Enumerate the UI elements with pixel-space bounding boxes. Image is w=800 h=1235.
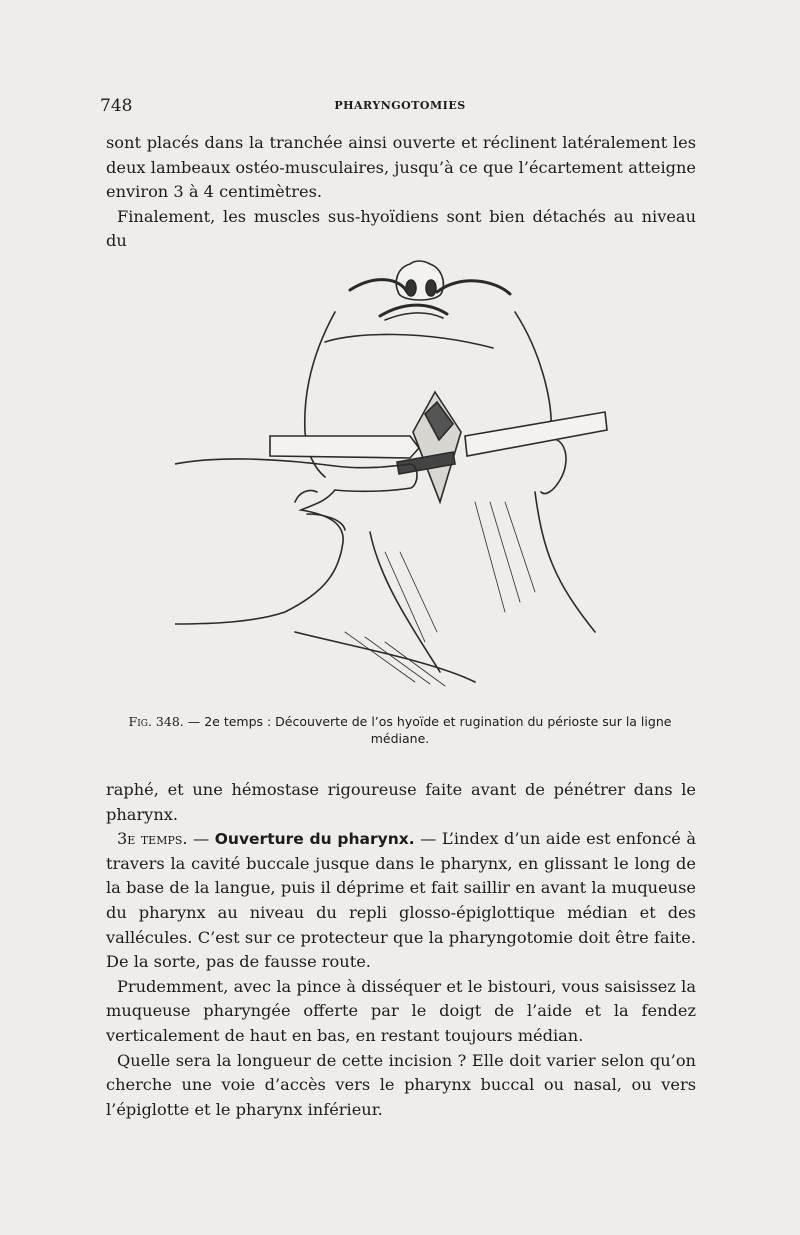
step-label: 3e temps. <box>117 829 188 849</box>
page-number: 748 <box>100 96 133 116</box>
paragraph <box>106 827 696 975</box>
running-title: PHARYNGOTOMIES <box>334 99 466 112</box>
paragraph: raphé, et une hémostase rigoureuse faite avant de pénétrer dans le pharynx. <box>106 780 696 824</box>
paragraph: Quelle sera la longueur de cette incision ? Elle doit varier selon qu’on cherche une voie d’accès vers le pharynx buccal ou nasal, ou vers l’épiglotte et le pharynx inférieur. <box>106 1050 696 1119</box>
caption-text: — 2e temps : Découverte de l’os hyoïde et rugination du périoste sur la ligne médiane. <box>183 714 672 746</box>
figure-illustration <box>175 252 615 702</box>
paragraph: sont placés dans la tranchée ainsi ouverte et réclinent latéralement les deux lambeaux ostéo-musculaires, jusqu’à ce que l’écartement atteigne environ 3 à 4 centimètres. <box>106 133 696 202</box>
text-block-top <box>106 131 696 254</box>
page-header <box>100 96 700 120</box>
surgical-illustration-neck-retractors-icon <box>175 252 615 702</box>
paragraph: Finalement, les muscles sus-hyoïdiens sont bien détachés au niveau du <box>106 206 696 251</box>
step-title: Ouverture du pharynx. <box>214 830 415 849</box>
text-block-bottom <box>106 778 696 1122</box>
step-text: — L’index d’un aide est enfoncé à travers la cavité buccale jusque dans le pharynx, en glissant le long de la base de la langue, puis il déprime et fait saillir en avant la muqueuse du pharynx au niveau du repli glosso-épiglottique médian et des vallécules. C’est sur ce protecteur que la pharyngotomie doit être faite. De la sorte, pas de fausse route. <box>106 829 696 972</box>
figure-caption <box>100 713 700 747</box>
step-dash: — <box>187 829 215 849</box>
paragraph: Prudemment, avec la pince à disséquer et le bistouri, vous saisissez la muqueuse pharyngée offerte par le doigt de l’aide et la fendez verticalement de haut en bas, en restant toujours médian. <box>106 976 696 1045</box>
figure-label: Fig. 348. <box>128 714 184 729</box>
